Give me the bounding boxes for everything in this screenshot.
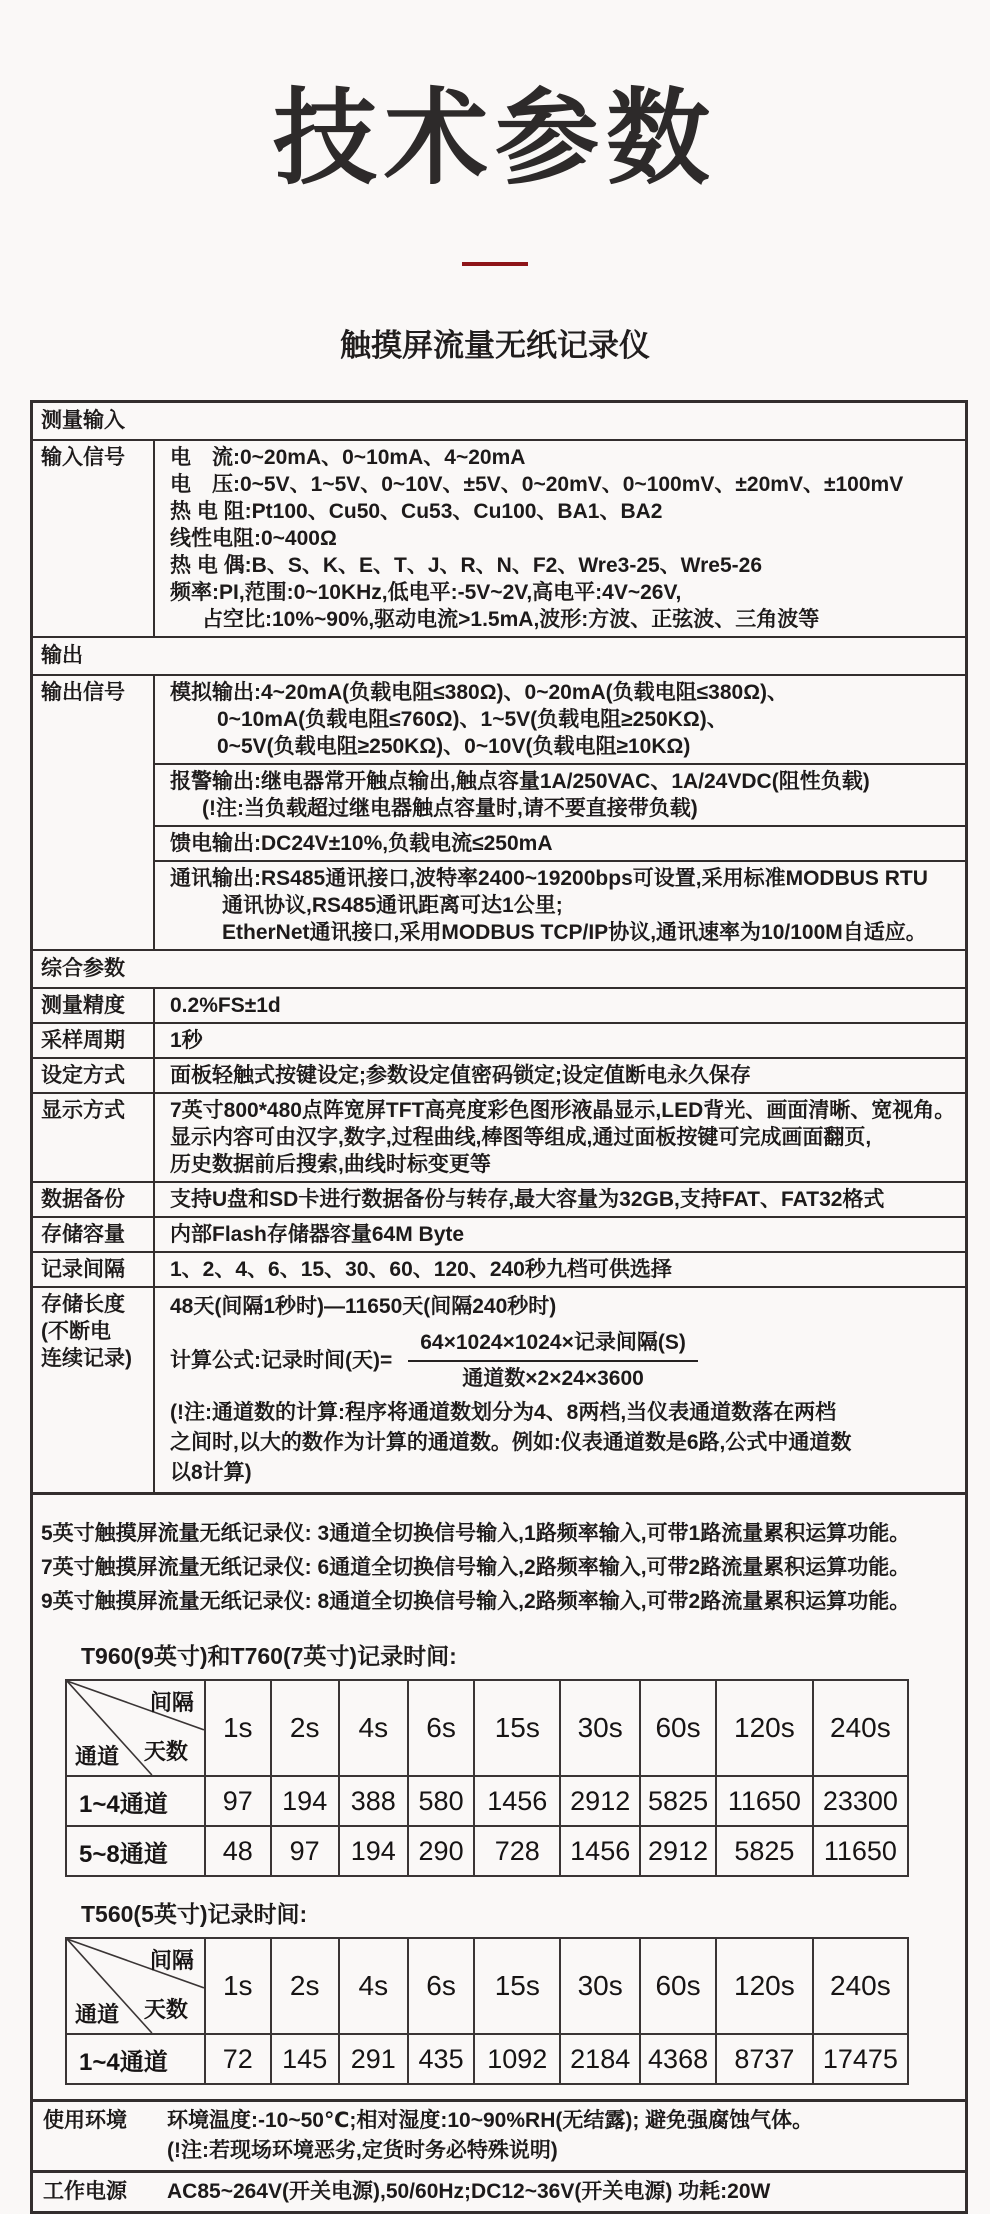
channel-label-cell: 5~8通道 [66, 1826, 205, 1876]
row-label-capacity: 存储容量 [33, 1218, 155, 1251]
sampling-value: 1秒 [170, 1029, 203, 1052]
diagonal-corner-cell [66, 1680, 205, 1776]
analog-output-block [155, 676, 965, 763]
interval-value: 1、2、4、6、15、30、60、120、240秒九档可供选择 [170, 1258, 672, 1281]
interval-header-cell: 15s [474, 1938, 560, 2034]
product-subtitle: 触摸屏流量无纸记录仪 [340, 328, 650, 363]
input-resistance-line: 线性电阻:0~400Ω [170, 527, 337, 550]
record-days-cell: 2912 [560, 1776, 640, 1826]
storage-label-line1: 存储长度 [41, 1293, 125, 1316]
interval-header-cell: 1s [205, 1680, 271, 1776]
display-line3: 历史数据前后搜索,曲线时标变更等 [170, 1153, 491, 1176]
input-current-line: 电 流:0~20mA、0~10mA、4~20mA [170, 446, 526, 469]
alarm-output-line1: 报警输出:继电器常开触点输出,触点容量1A/250VAC、1A/24VDC(阻性负载) [170, 770, 870, 793]
row-label-environment: 使用环境 [43, 2109, 127, 2132]
row-display [33, 1092, 965, 1181]
corner-label-days: 天数 [143, 1996, 188, 2022]
record-days-cell: 17475 [813, 2034, 908, 2084]
analog-output-line1: 模拟输出:4~20mA(负载电阻≤380Ω)、0~20mA(负载电阻≤380Ω)、 [170, 681, 789, 704]
spec-table [30, 400, 968, 2214]
feed-output-block [155, 825, 965, 860]
feed-output-line: 馈电输出:DC24V±10%,负载电流≤250mA [170, 832, 553, 855]
channel-label-cell: 1~4通道 [66, 1776, 205, 1826]
display-content [155, 1094, 965, 1181]
t560-table-title: T560(5英寸)记录时间: [81, 1901, 308, 1927]
display-line1: 7英寸800*480点阵宽屏TFT高亮度彩色图形液晶显示,LED背光、画面清晰、宽视角。 [170, 1099, 956, 1122]
row-sampling [33, 1022, 965, 1057]
note-9inch: 9英寸触摸屏流量无纸记录仪: 8通道全切换信号输入,2路频率输入,可带2路流量累积运算功能。 [41, 1590, 911, 1613]
record-time-table [65, 1679, 909, 1877]
row-label-input-signal: 输入信号 [33, 441, 155, 636]
record-days-cell: 8737 [716, 2034, 813, 2084]
formula-prefix: 计算公式:记录时间(天)= [170, 1349, 393, 1372]
section-header-output: 输出 [33, 636, 965, 674]
interval-header-cell: 2s [271, 1938, 339, 2034]
record-days-cell: 2912 [640, 1826, 716, 1876]
environment-line1: 环境温度:-10~50℃;相对湿度:10~90%RH(无结露); 避免强腐蚀气体。 [167, 2109, 814, 2132]
record-days-cell: 97 [271, 1826, 339, 1876]
corner-label-interval: 间隔 [149, 1690, 194, 1715]
record-days-cell: 2184 [560, 2034, 640, 2084]
comm-output-line1: 通讯输出:RS485通讯接口,波特率2400~19200bps可设置,采用标准MODBUS RTU [170, 867, 928, 890]
record-days-cell: 194 [271, 1776, 339, 1826]
row-label-setting: 设定方式 [33, 1059, 155, 1092]
t960-record-table-container [65, 1679, 909, 1877]
interval-header-cell: 2s [271, 1680, 339, 1776]
alarm-output-line2: (!注:当负载超过继电器触点容量时,请不要直接带负载) [202, 797, 698, 820]
record-days-cell: 23300 [813, 1776, 908, 1826]
row-label-backup: 数据备份 [33, 1183, 155, 1216]
record-days-cell: 290 [408, 1826, 475, 1876]
storage-label-line3: 连续记录) [41, 1347, 132, 1370]
corner-label-channel: 通道 [75, 2002, 120, 2027]
record-days-cell: 1456 [474, 1776, 560, 1826]
comm-output-line2: 通讯协议,RS485通讯距离可达1公里; [222, 894, 563, 917]
capacity-value: 内部Flash存储器容量64M Byte [170, 1223, 465, 1246]
t960-table-title: T960(9英寸)和T760(7英寸)记录时间: [81, 1643, 457, 1669]
row-environment [33, 2099, 965, 2170]
interval-header-cell: 15s [474, 1680, 560, 1776]
record-days-cell: 4368 [640, 2034, 716, 2084]
t560-record-table-container [65, 1937, 909, 2085]
accuracy-value: 0.2%FS±1d [170, 994, 281, 1017]
power-content: AC85~264V(开关电源),50/60Hz;DC12~36V(开关电源) 功耗:20W [167, 2180, 771, 2203]
note-7inch: 7英寸触摸屏流量无纸记录仪: 6通道全切换信号输入,2路频率输入,可带2路流量累积运算功能。 [41, 1556, 911, 1579]
input-signal-content [155, 441, 965, 636]
input-rtd-line: 热 电 阻:Pt100、Cu50、Cu53、Cu100、BA1、BA2 [170, 500, 663, 523]
note-5inch: 5英寸触摸屏流量无纸记录仪: 3通道全切换信号输入,1路频率输入,可带1路流量累积运算功能。 [41, 1522, 911, 1545]
record-days-cell: 1456 [560, 1826, 640, 1876]
record-days-cell: 72 [205, 2034, 271, 2084]
row-interval [33, 1251, 965, 1286]
row-power [33, 2170, 965, 2211]
row-capacity [33, 1216, 965, 1251]
analog-output-line3: 0~5V(负载电阻≥250KΩ)、0~10V(负载电阻≥10KΩ) [217, 735, 691, 758]
record-days-cell: 291 [339, 2034, 408, 2084]
interval-header-cell: 4s [339, 1938, 408, 2034]
record-time-row [66, 1826, 908, 1876]
record-days-cell: 1092 [474, 2034, 560, 2084]
corner-label-days: 天数 [143, 1738, 188, 1764]
record-days-cell: 97 [205, 1776, 271, 1826]
record-days-cell: 48 [205, 1826, 271, 1876]
setting-value: 面板轻触式按键设定;参数设定值密码锁定;设定值断电永久保存 [170, 1064, 751, 1087]
record-days-cell: 5825 [640, 1776, 716, 1826]
record-days-cell: 435 [408, 2034, 475, 2084]
record-time-row [66, 2034, 908, 2084]
diagonal-corner-cell [66, 1938, 205, 2034]
title-divider [462, 262, 528, 266]
row-storage-length [33, 1286, 965, 1492]
record-days-cell: 5825 [716, 1826, 813, 1876]
storage-note-line3: 以8计算) [170, 1461, 252, 1484]
environment-line2: (!注:若现场环境恶劣,定货时务必特殊说明) [167, 2139, 558, 2162]
channel-label-cell: 1~4通道 [66, 2034, 205, 2084]
record-days-cell: 145 [271, 2034, 339, 2084]
row-label-accuracy: 测量精度 [33, 989, 155, 1022]
interval-header-cell: 120s [716, 1938, 813, 2034]
section-header-general: 综合参数 [33, 949, 965, 987]
corner-label-channel: 通道 [75, 1744, 120, 1769]
record-days-cell: 580 [408, 1776, 475, 1826]
interval-header-cell: 6s [408, 1938, 475, 2034]
interval-header-cell: 30s [560, 1680, 640, 1776]
interval-header-cell: 60s [640, 1938, 716, 2034]
record-days-cell: 11650 [716, 1776, 813, 1826]
row-setting [33, 1057, 965, 1092]
row-label-output-signal: 输出信号 [33, 676, 155, 949]
output-signal-content [155, 676, 965, 949]
alarm-output-block [155, 763, 965, 825]
input-frequency-line: 频率:PI,范围:0~10KHz,低电平:-5V~2V,高电平:4V~26V, [170, 581, 682, 604]
storage-label-line2: (不断电 [41, 1320, 111, 1343]
display-line2: 显示内容可由汉字,数字,过程曲线,棒图等组成,通过面板按键可完成画面翻页, [170, 1126, 872, 1149]
formula-fraction [408, 1330, 698, 1392]
row-label-sampling: 采样周期 [33, 1024, 155, 1057]
row-label-interval: 记录间隔 [33, 1253, 155, 1286]
corner-label-interval: 间隔 [149, 1948, 194, 1973]
storage-note-line1: (!注:通道数的计算:程序将通道数划分为4、8两档,当仪表通道数落在两档 [170, 1401, 837, 1424]
input-voltage-line: 电 压:0~5V、1~5V、0~10V、±5V、0~20mV、0~100mV、±20mV、±100mV [170, 473, 904, 496]
row-label-storage-length [33, 1288, 155, 1492]
record-days-cell: 728 [474, 1826, 560, 1876]
row-accuracy [33, 987, 965, 1022]
row-input-signal [33, 439, 965, 636]
row-label-power: 工作电源 [43, 2180, 127, 2203]
model-notes-and-tables [33, 1492, 965, 2099]
row-label-display: 显示方式 [33, 1094, 155, 1181]
record-days-cell: 194 [339, 1826, 408, 1876]
interval-header-cell: 60s [640, 1680, 716, 1776]
interval-header-cell: 6s [408, 1680, 475, 1776]
input-duty-line: 占空比:10%~90%,驱动电流>1.5mA,波形:方波、正弦波、三角波等 [202, 608, 820, 631]
interval-header-cell: 120s [716, 1680, 813, 1776]
environment-content [161, 2102, 965, 2170]
record-days-cell: 11650 [813, 1826, 908, 1876]
interval-header-cell: 30s [560, 1938, 640, 2034]
record-days-cell: 388 [339, 1776, 408, 1826]
comm-output-block [155, 860, 965, 949]
interval-header-cell: 4s [339, 1680, 408, 1776]
row-output-signal [33, 674, 965, 949]
input-tc-line: 热 电 偶:B、S、K、E、T、J、R、N、F2、Wre3-25、Wre5-26 [170, 554, 762, 577]
row-backup [33, 1181, 965, 1216]
section-header-measure-input: 测量输入 [41, 409, 125, 432]
interval-header-cell: 240s [813, 1938, 908, 2034]
storage-note-line2: 之间时,以大的数作为计算的通道数。例如:仪表通道数是6路,公式中通道数 [170, 1431, 852, 1454]
interval-header-cell: 1s [205, 1938, 271, 2034]
backup-value: 支持U盘和SD卡进行数据备份与转存,最大容量为32GB,支持FAT、FAT32格式 [170, 1188, 885, 1211]
formula-denominator: 通道数×2×24×3600 [462, 1367, 644, 1390]
record-time-row [66, 1776, 908, 1826]
record-time-formula [170, 1330, 957, 1392]
analog-output-line2: 0~10mA(负载电阻≤760Ω)、1~5V(负载电阻≥250KΩ)、 [217, 708, 728, 731]
formula-numerator: 64×1024×1024×记录间隔(S) [408, 1330, 698, 1362]
storage-range-line: 48天(间隔1秒时)—11650天(间隔240秒时) [170, 1295, 557, 1318]
record-time-table [65, 1937, 909, 2085]
comm-output-line3: EtherNet通讯接口,采用MODBUS TCP/IP协议,通讯速率为10/100M自适应。 [222, 921, 927, 944]
page-title: 技术参数 [272, 81, 717, 197]
storage-length-content [155, 1288, 965, 1492]
interval-header-cell: 240s [813, 1680, 908, 1776]
